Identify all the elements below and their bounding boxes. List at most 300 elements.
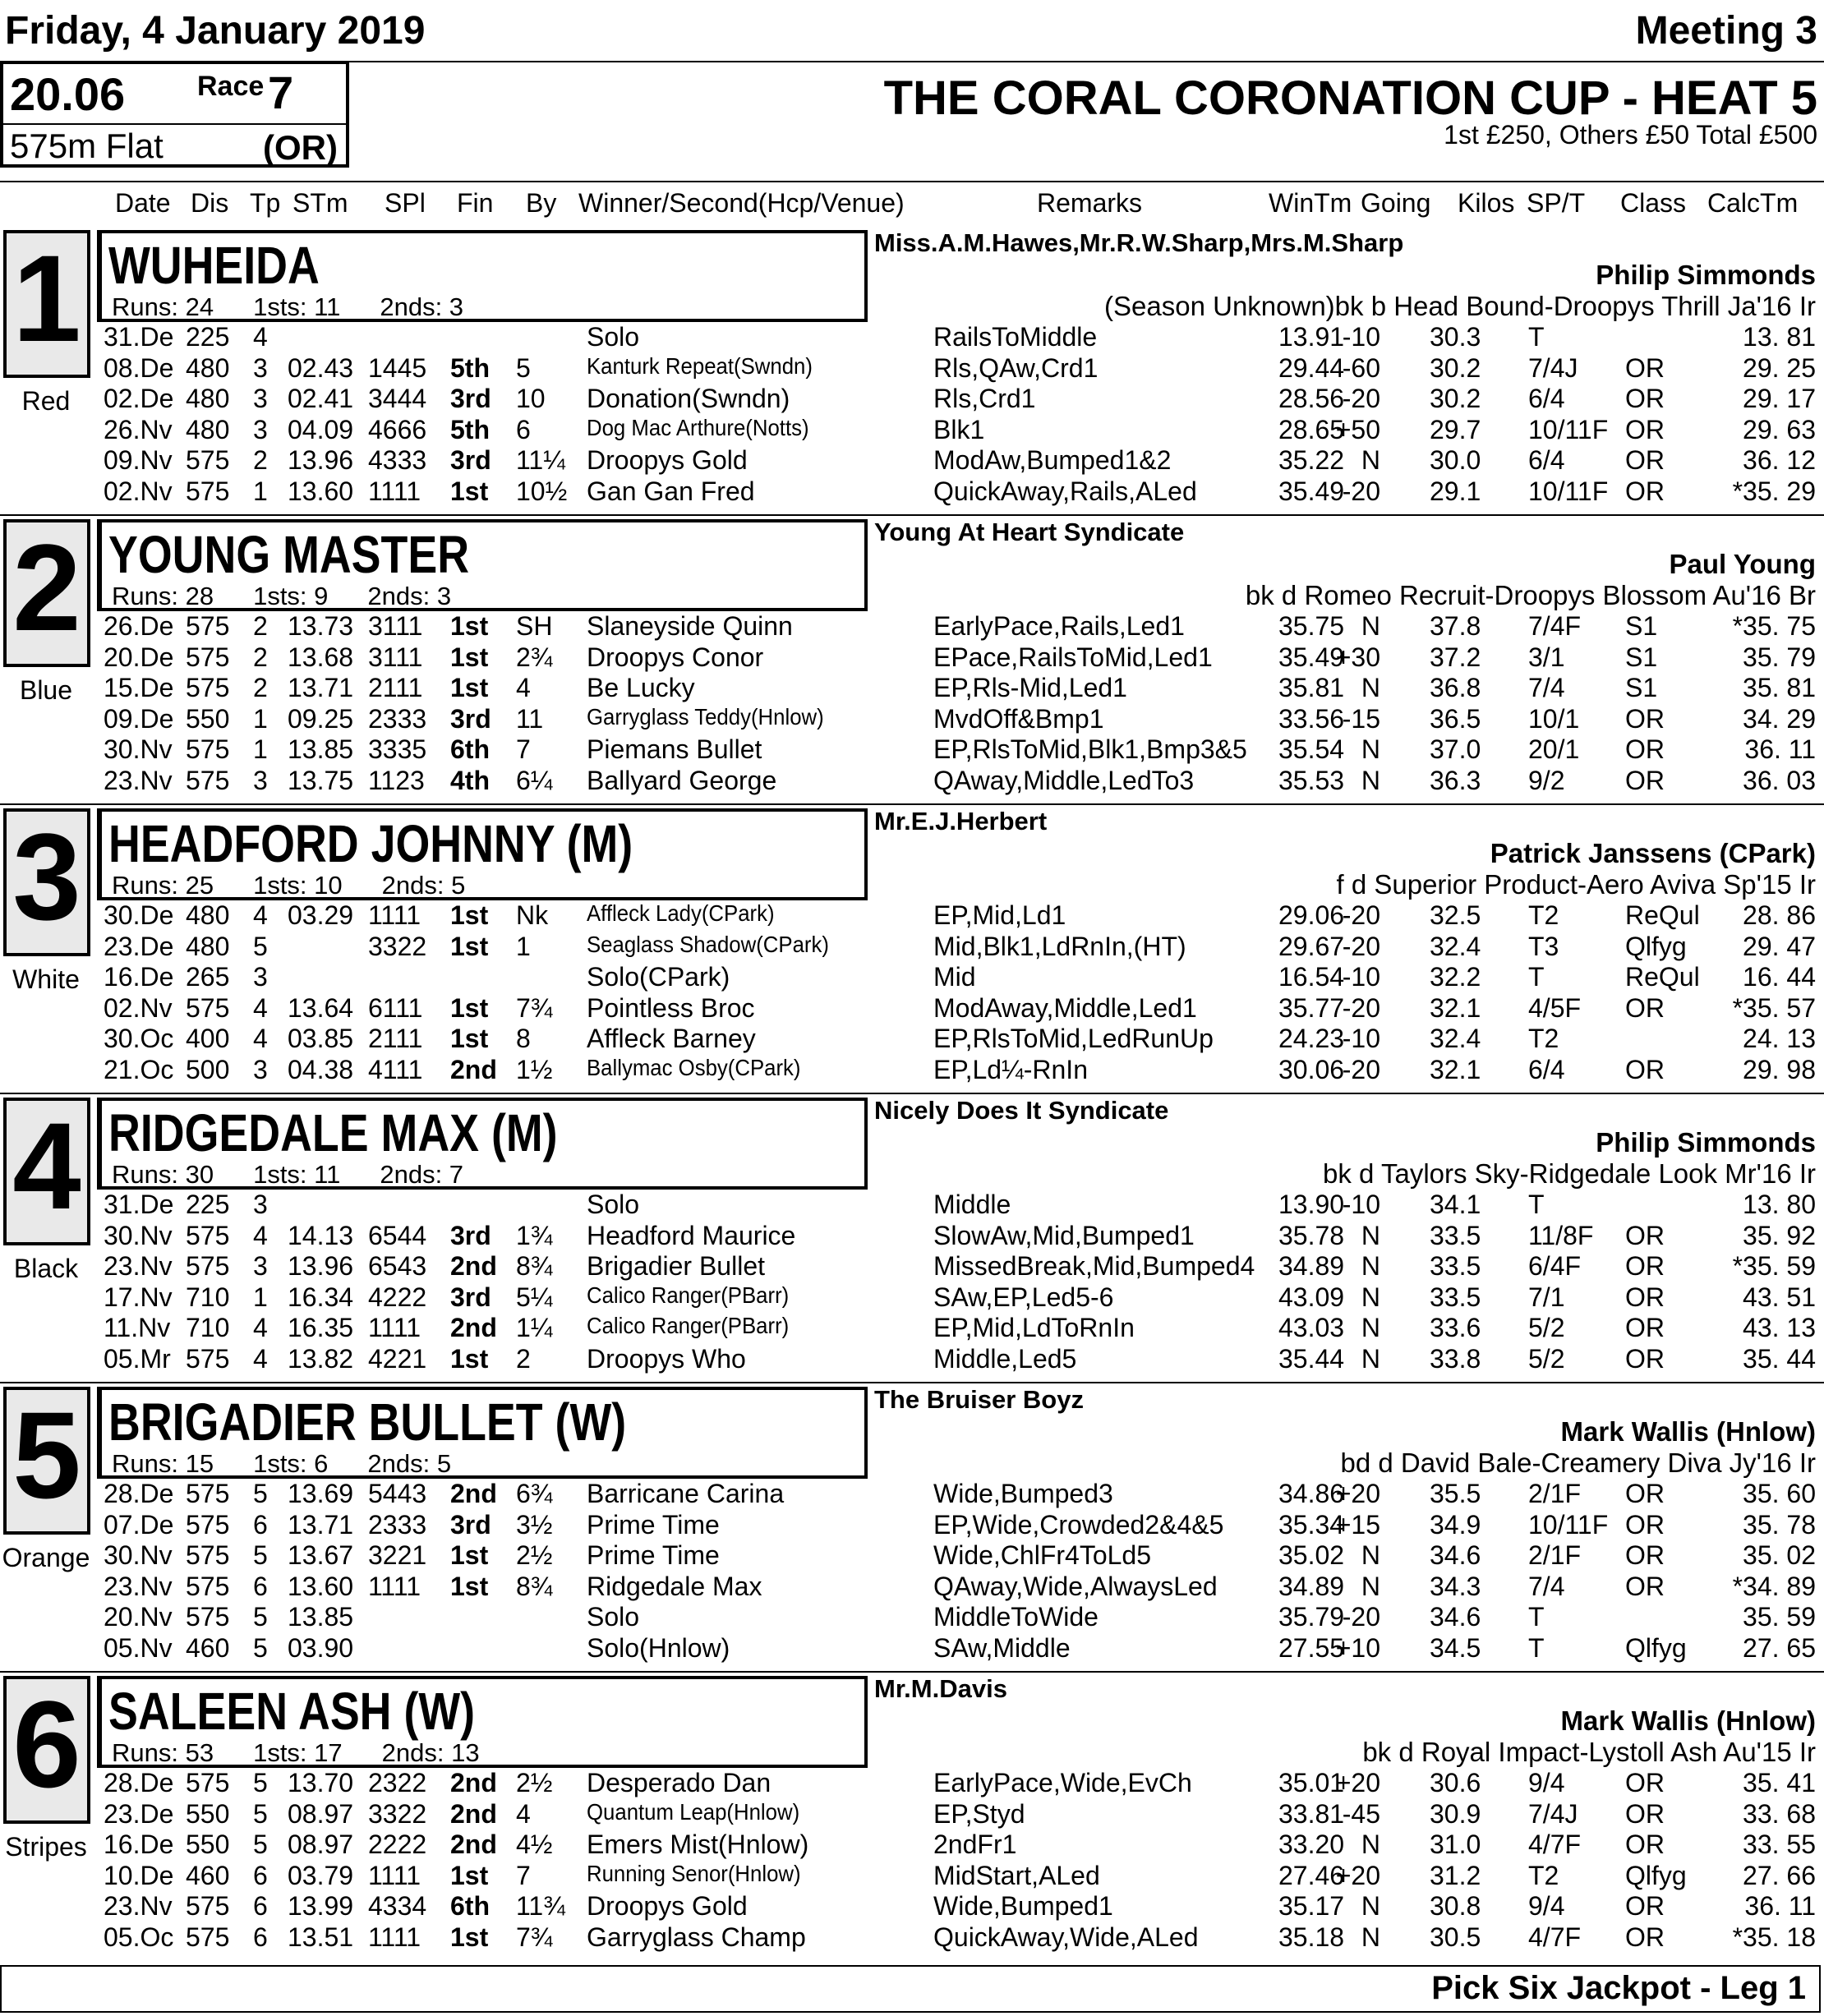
form-remarks: EarlyPace,Wide,EvCh — [933, 1768, 1192, 1797]
form-winner-text: Quantum Leap(Hnlow) — [587, 1798, 800, 1825]
form-class: OR — [1625, 1479, 1665, 1508]
form-going: +20 — [1335, 1860, 1380, 1890]
form-sp: 6/4F — [1528, 1251, 1582, 1281]
form-going: N — [1361, 673, 1380, 702]
form-sp: 10/11F — [1528, 1509, 1609, 1540]
form-finish: 2nd — [450, 1768, 497, 1797]
form-by: 7¾ — [516, 1922, 553, 1952]
form-sp: T — [1528, 1190, 1545, 1219]
form-row — [0, 642, 1824, 673]
form-remarks: QuickAway,Wide,ALed — [933, 1922, 1199, 1952]
form-kilos: 37.8 — [1430, 611, 1481, 641]
form-remarks: EPace,RailsToMid,Led1 — [933, 642, 1213, 672]
form-win-time: 35.49 — [1278, 476, 1345, 506]
form-row — [0, 1313, 1824, 1343]
form-going: -20 — [1342, 931, 1380, 961]
dog-name-box — [97, 1098, 868, 1190]
form-win-time: 33.56 — [1278, 703, 1345, 734]
form-date: 23.Nv — [104, 765, 173, 795]
form-sectional: 13.51 — [288, 1922, 354, 1952]
form-sp: 7/1 — [1528, 1282, 1565, 1312]
form-win-time: 35.81 — [1278, 673, 1345, 702]
form-win-time: 35.44 — [1278, 1343, 1345, 1374]
form-trap: 3 — [253, 352, 268, 383]
form-date: 30.Nv — [104, 1540, 173, 1570]
form-going: -20 — [1342, 1602, 1380, 1632]
form-calc-time: 35. 78 — [1743, 1509, 1816, 1540]
form-trap: 4 — [253, 322, 268, 352]
form-dis: 400 — [186, 1024, 230, 1053]
form-dis: 575 — [186, 445, 230, 475]
form-kilos: 33.5 — [1430, 1251, 1481, 1281]
form-by: 1¼ — [516, 1313, 553, 1342]
form-winner-text: Garryglass Teddy(Hnlow) — [587, 703, 824, 730]
form-kilos: 34.1 — [1430, 1190, 1481, 1219]
form-going: N — [1361, 1891, 1380, 1921]
col-sp: SP/T — [1527, 188, 1586, 218]
form-by: Nk — [516, 900, 549, 930]
dog-name-box — [97, 1676, 868, 1768]
form-finish: 2nd — [450, 1798, 497, 1829]
form-winner: Droopys Who — [587, 1343, 746, 1374]
form-split: 4221 — [368, 1343, 427, 1374]
form-remarks: ModAway,Middle,Led1 — [933, 992, 1197, 1023]
form-winner-text: Running Senor(Hnlow) — [587, 1860, 801, 1886]
form-win-time: 35.01 — [1278, 1768, 1345, 1797]
form-remarks: Rls,QAw,Crd1 — [933, 352, 1099, 383]
form-dis: 575 — [186, 476, 230, 506]
form-by: 7 — [516, 1860, 531, 1890]
form-row — [0, 476, 1824, 507]
form-win-time: 35.22 — [1278, 445, 1345, 475]
form-calc-time: 29. 47 — [1743, 931, 1816, 961]
form-dis: 575 — [186, 611, 230, 641]
form-win-time: 28.56 — [1278, 384, 1345, 413]
form-winner: Barricane Carina — [587, 1479, 785, 1508]
form-win-time: 35.34 — [1278, 1509, 1345, 1540]
form-trap: 5 — [253, 1540, 268, 1570]
form-calc-time: *35. 29 — [1732, 476, 1816, 506]
form-date: 05.Oc — [104, 1922, 174, 1952]
column-headers — [0, 185, 1824, 224]
form-sp: 2/1F — [1528, 1479, 1582, 1508]
form-dis: 550 — [186, 1798, 230, 1829]
col-winner: Winner/Second(Hcp/Venue) — [578, 188, 905, 218]
form-win-time: 35.17 — [1278, 1891, 1345, 1921]
form-split: 2222 — [368, 1830, 427, 1859]
form-going: N — [1361, 765, 1380, 795]
footer-text: Pick Six Jackpot - Leg 1 — [1431, 1970, 1806, 2006]
form-split: 4111 — [368, 1054, 423, 1084]
form-split: 3322 — [368, 1798, 427, 1829]
form-sp: 7/4J — [1528, 352, 1578, 383]
form-date: 02.De — [104, 384, 174, 413]
form-finish: 3rd — [450, 1509, 491, 1540]
form-remarks: MiddleToWide — [933, 1602, 1099, 1632]
form-dis: 575 — [186, 1220, 230, 1250]
form-trap: 5 — [253, 1632, 268, 1663]
form-by: 11 — [516, 703, 544, 734]
form-win-time: 24.23 — [1278, 1024, 1345, 1053]
form-kilos: 30.0 — [1430, 445, 1481, 475]
form-kilos: 35.5 — [1430, 1479, 1481, 1508]
form-sectional: 02.43 — [288, 352, 354, 383]
form-row — [0, 353, 1824, 384]
form-finish: 1st — [450, 900, 489, 930]
form-trap: 3 — [253, 962, 268, 992]
form-winner: Droopys Conor — [587, 642, 764, 672]
form-class: OR — [1625, 1798, 1665, 1829]
form-remarks: EP,Ld¼-RnIn — [933, 1054, 1088, 1084]
form-row — [0, 1602, 1824, 1632]
form-win-time: 35.02 — [1278, 1540, 1345, 1570]
form-remarks: SAw,Middle — [933, 1632, 1071, 1663]
dog-firsts: 1sts: 10 — [253, 871, 343, 900]
form-by: 6¼ — [516, 765, 553, 795]
form-calc-time: 36. 11 — [1744, 1891, 1816, 1921]
form-class: OR — [1625, 765, 1665, 795]
form-class: S1 — [1625, 611, 1658, 641]
dog-seconds: 2nds: 5 — [367, 1449, 452, 1478]
form-sectional: 16.34 — [288, 1282, 354, 1312]
form-row — [0, 1282, 1824, 1313]
race-box-divider — [3, 123, 346, 125]
form-by: 1 — [516, 931, 531, 961]
dog-stats — [112, 871, 465, 900]
dog-stats — [112, 582, 451, 611]
form-dis: 575 — [186, 1509, 230, 1540]
runner-block — [0, 1382, 1824, 1671]
form-row — [0, 1768, 1824, 1798]
form-sp: 10/11F — [1528, 476, 1609, 506]
form-going: -10 — [1342, 962, 1380, 992]
form-date: 28.De — [104, 1479, 174, 1508]
form-sp: T2 — [1528, 900, 1559, 930]
form-trap: 3 — [253, 1251, 268, 1281]
form-by: 8¾ — [516, 1251, 553, 1281]
dog-seconds: 2nds: 7 — [380, 1160, 464, 1189]
form-kilos: 29.1 — [1430, 476, 1481, 506]
form-row — [0, 445, 1824, 476]
form-remarks: QAway,Wide,AlwaysLed — [933, 1571, 1218, 1601]
race-distance: 575m Flat — [10, 127, 164, 165]
form-sp: 6/4 — [1528, 445, 1565, 475]
form-class: OR — [1625, 1922, 1665, 1952]
form-win-time: 29.44 — [1278, 352, 1345, 383]
form-going: N — [1361, 734, 1380, 764]
form-dis: 500 — [186, 1054, 230, 1084]
dog-breeding: bk d Romeo Recruit-Droopys Blossom Au'16 Br — [1245, 580, 1816, 610]
form-trap: 5 — [253, 1798, 268, 1829]
form-date: 26.De — [104, 611, 174, 641]
form-row — [0, 1221, 1824, 1251]
header-divider — [0, 181, 1824, 182]
form-win-time: 35.77 — [1278, 992, 1345, 1023]
form-sp: 4/5F — [1528, 992, 1582, 1023]
form-winner: Be Lucky — [587, 673, 695, 702]
form-going: -20 — [1342, 1054, 1380, 1084]
form-winner-text: Seaglass Shadow(CPark) — [587, 931, 829, 957]
form-dis: 265 — [186, 962, 230, 992]
form-winner: Solo — [587, 322, 640, 352]
form-by: 6¾ — [516, 1479, 553, 1508]
dog-firsts: 1sts: 11 — [253, 1160, 341, 1189]
form-by: 11¼ — [516, 445, 565, 475]
form-sp: 9/2 — [1528, 765, 1565, 795]
form-calc-time: 29. 98 — [1743, 1054, 1816, 1084]
form-going: N — [1361, 1571, 1380, 1601]
form-finish: 6th — [450, 734, 490, 764]
form-win-time: 35.49 — [1278, 642, 1345, 672]
form-dis: 575 — [186, 765, 230, 795]
form-remarks: 2ndFr1 — [933, 1830, 1017, 1859]
form-split: 1111 — [368, 476, 421, 506]
form-trap: 6 — [253, 1891, 268, 1921]
form-class: ReQul — [1625, 962, 1700, 992]
form-remarks: SAw,EP,Led5-6 — [933, 1282, 1114, 1312]
col-calctm: CalcTm — [1707, 188, 1799, 218]
form-row — [0, 900, 1824, 931]
form-going: -15 — [1342, 703, 1380, 734]
form-sectional: 13.75 — [288, 765, 354, 795]
form-by: 8 — [516, 1024, 531, 1053]
form-remarks: ModAw,Bumped1&2 — [933, 445, 1172, 475]
form-going: N — [1361, 1220, 1380, 1250]
form-win-time: 29.06 — [1278, 900, 1345, 930]
runner-block — [0, 225, 1824, 514]
form-trap: 2 — [253, 445, 268, 475]
form-class: OR — [1625, 1313, 1665, 1342]
form-dis: 575 — [186, 673, 230, 702]
form-row — [0, 1830, 1824, 1860]
col-by: By — [526, 188, 557, 218]
form-going: N — [1361, 611, 1380, 641]
form-dis: 480 — [186, 352, 230, 383]
form-dis: 575 — [186, 1922, 230, 1952]
form-split: 1111 — [368, 1571, 421, 1601]
form-dis: 480 — [186, 384, 230, 413]
form-dis: 575 — [186, 642, 230, 672]
form-by: 4½ — [516, 1830, 553, 1859]
form-by: 4 — [516, 1798, 531, 1829]
form-winner-text: Calico Ranger(PBarr) — [587, 1282, 790, 1308]
form-by: 10 — [516, 384, 546, 413]
form-kilos: 33.5 — [1430, 1220, 1481, 1250]
form-by: 2¾ — [516, 642, 553, 672]
form-date: 31.De — [104, 1190, 174, 1219]
form-date: 07.De — [104, 1509, 174, 1540]
form-sp: 5/2 — [1528, 1343, 1565, 1374]
form-dis: 575 — [186, 1479, 230, 1508]
form-date: 26.Nv — [104, 414, 173, 444]
form-calc-time: 33. 55 — [1743, 1830, 1816, 1859]
form-sp: 7/4F — [1528, 611, 1582, 641]
form-kilos: 36.5 — [1430, 703, 1481, 734]
form-remarks: EP,RlsToMid,Blk1,Bmp3&5 — [933, 734, 1247, 764]
form-row — [0, 1190, 1824, 1220]
form-split: 3111 — [368, 611, 423, 641]
form-win-time: 27.55 — [1278, 1632, 1345, 1663]
form-win-time: 27.46 — [1278, 1860, 1345, 1890]
form-trap: 4 — [253, 992, 268, 1023]
dog-name: HEADFORD JOHNNY (M) — [108, 814, 633, 873]
form-trap: 5 — [253, 1479, 268, 1508]
form-sectional: 14.13 — [288, 1220, 354, 1250]
form-winner: Desperado Dan — [587, 1768, 772, 1797]
form-row — [0, 734, 1824, 765]
form-date: 08.De — [104, 352, 174, 383]
form-row — [0, 962, 1824, 992]
form-finish: 3rd — [450, 703, 491, 734]
form-split: 4222 — [368, 1282, 427, 1312]
form-dis: 550 — [186, 703, 230, 734]
form-going: N — [1361, 1313, 1380, 1342]
form-finish: 1st — [450, 1860, 489, 1890]
form-going: -20 — [1342, 476, 1380, 506]
form-win-time: 13.90 — [1278, 1190, 1345, 1219]
form-going: -10 — [1342, 1024, 1380, 1053]
form-finish: 5th — [450, 352, 490, 383]
form-kilos: 36.8 — [1430, 673, 1481, 702]
col-class: Class — [1620, 188, 1687, 218]
form-sectional: 04.09 — [288, 414, 354, 444]
form-win-time: 34.86 — [1278, 1479, 1345, 1508]
form-trap: 2 — [253, 642, 268, 672]
form-going: N — [1361, 1343, 1380, 1374]
trap-colour: Stripes — [5, 1832, 87, 1862]
form-kilos: 34.3 — [1430, 1571, 1481, 1601]
form-winner: Solo(Hnlow) — [587, 1632, 730, 1663]
form-date: 23.De — [104, 931, 174, 961]
form-sp: 6/4 — [1528, 1054, 1565, 1084]
form-date: 28.De — [104, 1768, 174, 1797]
form-split: 1445 — [368, 352, 427, 383]
form-winner: Slaneyside Quinn — [587, 611, 793, 641]
form-sp: T3 — [1528, 931, 1559, 961]
form-trap: 3 — [253, 1054, 268, 1084]
form-calc-time: 35. 44 — [1743, 1343, 1816, 1374]
form-winner: Droopys Gold — [587, 445, 748, 475]
form-sp: 4/7F — [1528, 1830, 1582, 1859]
form-class: OR — [1625, 992, 1665, 1023]
form-going: -20 — [1342, 900, 1380, 930]
form-kilos: 32.1 — [1430, 1054, 1481, 1084]
form-by: 5 — [516, 352, 531, 383]
form-date: 09.De — [104, 703, 174, 734]
form-by: 5¼ — [516, 1282, 553, 1312]
form-win-time: 35.54 — [1278, 734, 1345, 764]
form-win-time: 29.67 — [1278, 931, 1345, 961]
form-by: 2½ — [516, 1768, 553, 1797]
form-trap: 5 — [253, 1768, 268, 1797]
form-date: 30.Nv — [104, 734, 173, 764]
form-row — [0, 1572, 1824, 1602]
form-class: OR — [1625, 1282, 1665, 1312]
form-winner: Solo(CPark) — [587, 962, 730, 992]
form-sectional: 13.60 — [288, 476, 354, 506]
runner-divider — [0, 1382, 1824, 1383]
form-sp: 6/4 — [1528, 384, 1565, 413]
form-winner: Ridgedale Max — [587, 1571, 762, 1601]
form-winner: Solo — [587, 1602, 640, 1632]
form-kilos: 29.7 — [1430, 414, 1481, 444]
dog-runs: Runs: 30 — [112, 1160, 214, 1189]
form-dis: 480 — [186, 900, 230, 930]
form-sectional: 13.85 — [288, 734, 354, 764]
form-trap: 6 — [253, 1571, 268, 1601]
form-calc-time: 27. 66 — [1743, 1860, 1816, 1890]
form-row — [0, 673, 1824, 703]
form-winner: Pointless Broc — [587, 992, 755, 1023]
form-class: S1 — [1625, 673, 1658, 702]
form-date: 20.De — [104, 642, 174, 672]
trap-number: 5 — [12, 1386, 81, 1524]
dog-runs: Runs: 15 — [112, 1449, 214, 1478]
form-calc-time: 16. 44 — [1743, 962, 1816, 992]
form-date: 21.Oc — [104, 1054, 174, 1084]
form-finish: 1st — [450, 642, 489, 672]
form-winner: Emers Mist(Hnlow) — [587, 1830, 809, 1859]
form-kilos: 37.0 — [1430, 734, 1481, 764]
form-by: 10½ — [516, 476, 568, 506]
form-win-time: 16.54 — [1278, 962, 1345, 992]
form-going: N — [1361, 445, 1380, 475]
form-trap: 6 — [253, 1860, 268, 1890]
form-by: 11¾ — [516, 1891, 565, 1921]
form-sectional: 13.85 — [288, 1602, 354, 1632]
form-dis: 710 — [186, 1282, 230, 1312]
form-class: Qlfyg — [1625, 1632, 1687, 1663]
form-calc-time: 33. 68 — [1743, 1798, 1816, 1829]
form-dis: 460 — [186, 1860, 230, 1890]
trap-number: 2 — [12, 518, 81, 656]
form-split: 3444 — [368, 384, 427, 413]
form-row — [0, 322, 1824, 352]
form-finish: 1st — [450, 611, 489, 641]
form-sectional: 13.71 — [288, 1509, 354, 1540]
form-finish: 3rd — [450, 1220, 491, 1250]
form-date: 20.Nv — [104, 1602, 173, 1632]
form-dis: 225 — [186, 1190, 230, 1219]
form-calc-time: 35. 59 — [1743, 1602, 1816, 1632]
form-remarks: Mid,Blk1,LdRnIn,(HT) — [933, 931, 1186, 961]
dog-breeding: f d Superior Product-Aero Aviva Sp'15 Ir — [1336, 869, 1816, 900]
dog-owner: Mr.M.Davis — [874, 1674, 1007, 1703]
dog-trainer: Mark Wallis (Hnlow) — [1560, 1705, 1816, 1736]
form-kilos: 30.3 — [1430, 322, 1481, 352]
form-class: OR — [1625, 734, 1665, 764]
form-by: 2 — [516, 1343, 531, 1374]
dog-runs: Runs: 28 — [112, 582, 214, 610]
dog-name-box — [97, 1387, 868, 1479]
form-remarks: Wide,Bumped3 — [933, 1479, 1113, 1508]
form-class: Qlfyg — [1625, 931, 1687, 961]
form-kilos: 30.9 — [1430, 1798, 1481, 1829]
form-dis: 550 — [186, 1830, 230, 1859]
form-trap: 5 — [253, 1602, 268, 1632]
form-calc-time: *34. 89 — [1732, 1571, 1816, 1601]
form-sectional: 13.96 — [288, 445, 354, 475]
form-row — [0, 1024, 1824, 1054]
dog-owner: The Bruiser Boyz — [874, 1385, 1084, 1414]
form-class: OR — [1625, 1540, 1665, 1570]
form-split: 2322 — [368, 1768, 427, 1797]
form-win-time: 33.20 — [1278, 1830, 1345, 1859]
col-fin: Fin — [457, 188, 494, 218]
form-calc-time: 24. 13 — [1743, 1024, 1816, 1053]
form-kilos: 33.6 — [1430, 1313, 1481, 1342]
form-remarks: Middle,Led5 — [933, 1343, 1077, 1374]
